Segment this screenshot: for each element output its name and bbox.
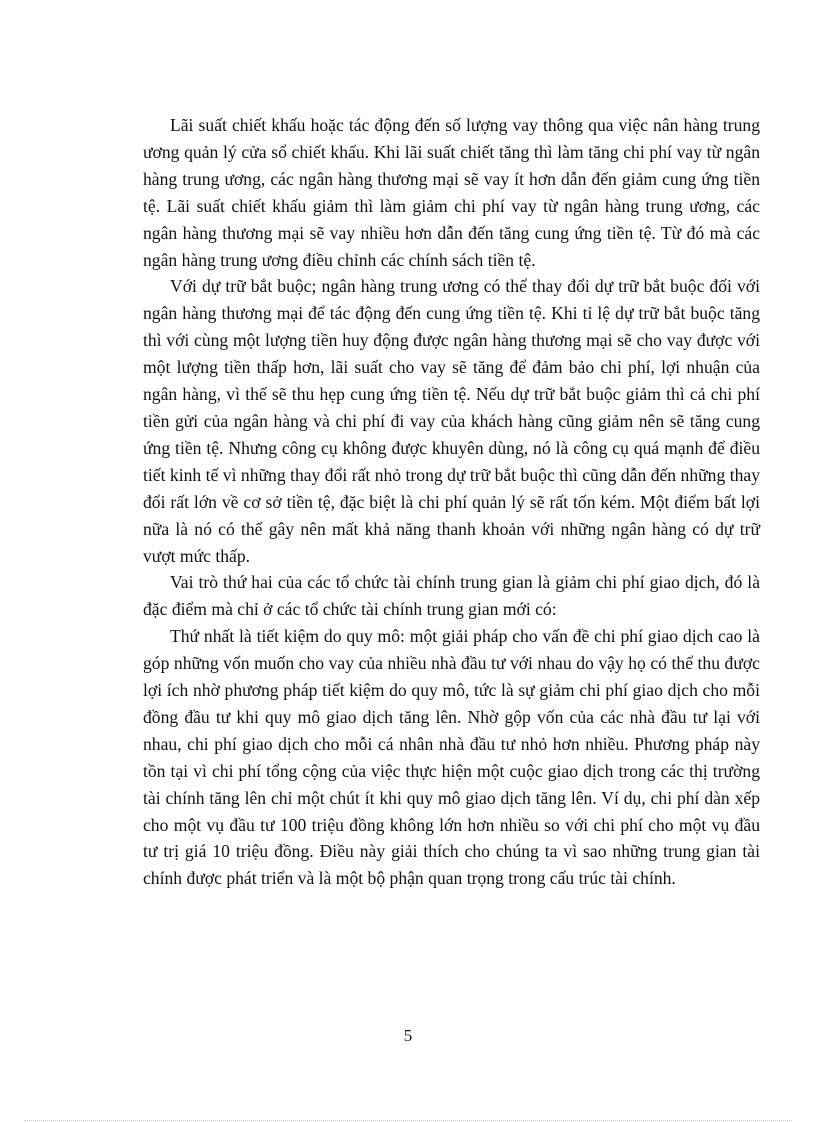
paragraph-reserve-requirement: Với dự trữ bắt buộc; ngân hàng trung ương có thể thay đổi dự trữ bắt buộc đối với ngân hàng thương mại để tác động đến cung ứng tiền tệ. Khi tỉ lệ dự trữ bắt buộc tăng thì với cùng một lượng tiền huy động được ngân hàng thương mại sẽ cho vay được với một lượng tiền thấp hơn, lãi suất cho vay sẽ tăng để đảm bảo chi phí, lợi nhuận của ngân hàng, vì thế sẽ thu hẹp cung ứng tiền tệ. Nếu dự trữ bắt buộc giảm thì cả chi phí tiền gửi của ngân hàng và chi phí đi vay của khách hàng cũng giảm nên sẽ tăng cung ứng tiền tệ. Nhưng công cụ không được khuyên dùng, nó là công cụ quá mạnh để điều tiết kinh tế vì những thay đổi rất nhỏ trong dự trữ bắt buộc thì cũng dẫn đến những thay đổi rất lớn về cơ sở tiền tệ, đặc biệt là chi phí quản lý sẽ rất tốn kém. Một điểm bất lợi nữa là nó có thể gây nên mất khả năng thanh khoản với những ngân hàng có dự trữ vượt mức thấp. xyxy=(143,276,760,566)
body-text xyxy=(143,112,760,892)
paragraph-discount-rate: Lãi suất chiết khấu hoặc tác động đến số lượng vay thông qua việc nân hàng trung ương quản lý cửa sổ chiết khấu. Khi lãi suất chiết tăng thì làm tăng chi phí vay từ ngân hàng trung ương, các ngân hàng thương mại sẽ vay ít hơn dẫn đến giảm cung ứng tiền tệ. Lãi suất chiết khấu giảm thì làm giảm chi phí vay từ ngân hàng trung ương, các ngân hàng thương mại sẽ vay nhiều hơn dẫn đến tăng cung ứng tiền tệ. Từ đó mà các ngân hàng trung ương điều chỉnh các chính sách tiền tệ. xyxy=(143,115,760,270)
paragraph-economies-of-scale: Thứ nhất là tiết kiệm do quy mô: một giải pháp cho vấn đề chi phí giao dịch cao là góp những vốn muốn cho vay của nhiều nhà đầu tư với nhau do vậy họ có thể thu được lợi ích nhờ phương pháp tiết kiệm do quy mô, tức là sự giảm chi phí giao dịch cho mỗi đồng đầu tư khi quy mô giao dịch tăng lên. Nhờ gộp vốn của các nhà đầu tư lại với nhau, chi phí giao dịch cho mỗi cá nhân nhà đầu tư nhỏ hơn nhiều. Phương pháp này tồn tại vì chi phí tổng cộng của việc thực hiện một cuộc giao dịch trong các thị trường tài chính tăng lên chỉ một chút ít khi quy mô giao dịch tăng lên. Ví dụ, chi phí dàn xếp cho một vụ đầu tư 100 triệu đồng không lớn hơn nhiều so với chi phí cho một vụ đầu tư trị giá 10 triệu đồng. Điều này giải thích cho chúng ta vì sao những trung gian tài chính được phát triển và là một bộ phận quan trọng trong cấu trúc tài chính. xyxy=(143,626,760,889)
page-bottom-divider xyxy=(24,1120,792,1121)
paragraph-second-role: Vai trò thứ hai của các tổ chức tài chính trung gian là giảm chi phí giao dịch, đó là đặc điểm mà chỉ ở các tổ chức tài chính trung gian mới có: xyxy=(143,572,760,620)
page-number: 5 xyxy=(403,1026,413,1045)
